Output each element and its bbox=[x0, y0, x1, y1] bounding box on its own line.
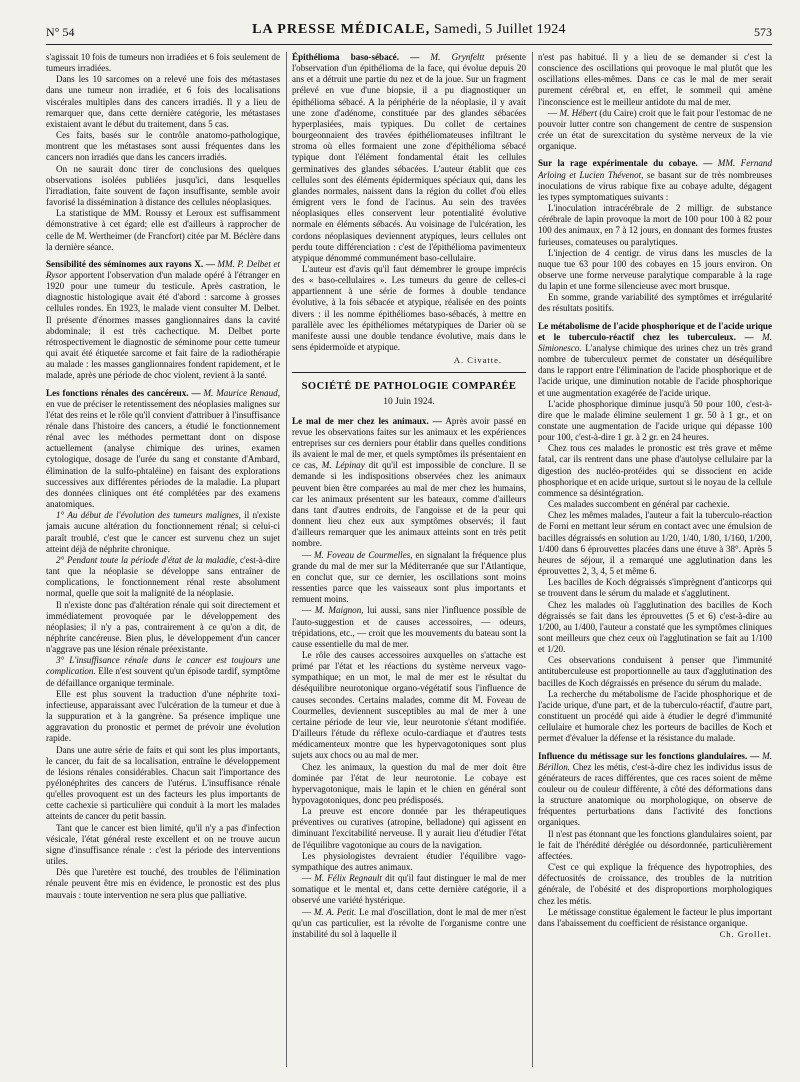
paragraph: — M. A. Petit. Le mal d'oscillation, dont le mal de mer n'est qu'un cas particulier, est la révolte de l'organisme contre une instabilité du sol à laquelle il bbox=[292, 906, 526, 939]
article-title: Influence du métissage sur les fonctions glandulaires. — bbox=[538, 750, 760, 761]
paragraph-lead: 1° Au début de l'évolution des tumeurs malignes, bbox=[56, 510, 241, 521]
column-rule bbox=[532, 52, 533, 1067]
speaker: M. Foveau de Courmelles, bbox=[313, 549, 413, 560]
paragraph: La recherche du métabolisme de l'acide phosphorique et de l'acide urique, d'une part, et de la tuberculo-réactif, d'autre part, constituent un procédé qui aide à étudier le degré d'immunité cellulaire et humorale chez les porteurs de bacilles de Koch et permet d'évaluer la défense et la résistance du malade. bbox=[538, 688, 772, 744]
article-title: Le mal de mer chez les animaux. — bbox=[292, 415, 442, 426]
author-signature: Ch. Grollet. bbox=[719, 929, 772, 940]
paragraph: Dans les 10 sarcomes on a relevé une fois des métastases dans une tumeur non irradiée, et 6 fois des localisations viscérales multiples dans des cancers irradiés. Il y a lieu de remarquer que, dans cette dernière catégorie, les métastases existaient avant le début du traitement, dans 5 cas. bbox=[46, 74, 280, 129]
paragraph: — M. Foveau de Courmelles, en signalant la fréquence plus grande du mal de mer sur la Méditerranée que sur l'Atlantique, en conclut que, sur ce dernier, les oscillations sont moins ressenties parce que les vaisseaux sont plus importants et remuent moins. bbox=[292, 549, 526, 605]
paragraph-body: en signalant la fréquence plus grande du mal de mer sur la Méditerranée que sur l'Atlantique, en conclut que, sur ce dernier, les oscillations sont moins ressenties parce que les vaisseaux sont plus importants et remuent moins. bbox=[292, 549, 526, 605]
page-header bbox=[46, 22, 772, 45]
speaker: M. Maignon, bbox=[314, 605, 364, 616]
article-body: L'analyse chimique des urines chez un très grand nombre de tuberculeux permet de constater un déséquilibre dans le rapport entre l'élimination de l'acide phosphorique et de l'acide urique, une diminution notable de l'acide phosphorique et une augmentation exagérée de l'acide urique. bbox=[538, 342, 772, 398]
paragraph: Dans une autre série de faits et qui sont les plus importants, le cancer, du fait de sa localisation, entraîne le développement de lésions rénales considérables. Chacun sait l'importance des pyélonéphrites des cancers de l'utérus. L'insuffisance rénale qu'elles provoquent est un des facteurs les plus importants de cette cachexie si particulière qui conduit à la mort les malades atteints de cancer du petit bassin. bbox=[46, 744, 280, 822]
paragraph: Chez les mêmes malades, l'auteur a fait la tuberculo-réaction de Forni en mettant leur sérum en contact avec une émulsion de bacilles dégraissés en solution au 1/20, 1/40, 1/80, 1/160, 1/200, 1/400 dans 6 éprouvettes placées dans une étuve à 38°. Après 5 heures de séjour, il a remarqué une agglutination dans les éprouvettes 2, 3, 4, 5 et même 6. bbox=[538, 510, 772, 577]
speaker: M. Félix Regnault bbox=[314, 873, 382, 884]
author-signature: A. Civatte. bbox=[453, 355, 502, 366]
issue-number: N° 54 bbox=[46, 25, 75, 39]
article-authors: M. Simionesco. bbox=[538, 331, 772, 353]
paragraph: Il n'est pas étonnant que les fonctions glandulaires soient, par le fait de l'hérédité déréglée ou désordonnée, particulièrement affectées. bbox=[538, 828, 772, 861]
article-authors: M. Grynfeltt bbox=[430, 52, 485, 62]
article-metabolisme bbox=[538, 321, 772, 399]
paragraph: Les bacilles de Koch dégraissés s'imprègnent d'anticorps qui se trouvent dans le sérum du malade et s'agglutinent. bbox=[538, 577, 772, 599]
article-title: Les fonctions rénales des cancéreux. — bbox=[46, 387, 201, 398]
column-rule bbox=[286, 52, 287, 1067]
paragraph: Dès que l'uretère est touché, des troubles de l'élimination rénale peuvent être mis en évidence, le pronostic est des plus mauvais : toute intervention ne sera plus que palliative. bbox=[46, 867, 280, 900]
paragraph: L'inoculation intracérébrale de 2 milligr. de substance cérébrale de lapin provoque la mort de 100 pour 100 à 82 pour 100 des animaux, en 7 à 12 jours, en donnant des formes frustes furieuses, comateuses ou paralytiques. bbox=[538, 203, 772, 247]
paragraph: Elle est plus souvent la traduction d'une néphrite toxi-infectieuse, apparaissant avec l'ulcération de la tumeur et due à la suppuration et à la gangrène. Sa présence implique une aggravation du pronostic et permet de prévoir une évolution rapide. bbox=[46, 688, 280, 744]
article-title: Sur la rage expérimentale du cobaye. — bbox=[538, 158, 713, 169]
article-authors: M. Lépinay bbox=[321, 460, 365, 471]
article-metissage bbox=[538, 751, 772, 829]
journal-title: LA PRESSE MÉDICALE, bbox=[252, 22, 431, 37]
paragraph: Chez tous ces malades le pronostic est très grave et même fatal, car ils rentrent dans une phase d'autolyse cellulaire par la digestion des nucléo-protéides qui se dissocient en acide phosphorique et en acide urique, surtout si le noyau de la cellule commence sa désintégration. bbox=[538, 443, 772, 498]
paragraph: Le métissage constitue également le facteur le plus important dans l'abaissement du coefficient de résistance organique. bbox=[538, 906, 772, 928]
article-authors: MM. P. Delbet et Rysor bbox=[46, 258, 280, 280]
article-body: présente l'observation d'un épithélioma de la face, qui évolue depuis 20 ans et a détruit une partie du nez et de la joue. Sur un fragment prélevé en vue d'une biopsie, il a pu diagnostiquer un épithélioma sébacé. A la périphérie de la néoplasie, il y avait une zone d'adénome, constituée par des glandes sébacées hyperplasiées, mais typiques. Du collet de certaines bourgeonnaient des travées épithéliomateuses infiltrant le stroma où elles formaient une zone d'épithélioma sébacé typique dont l'élément fondamental était les cellules germinatives des glandes sébacées. L'auteur établit que ces cellules sont des éléments épidermiques spéciaux qui, dans les glandes normales, naissent dans la région du collet d'où elles émigrent vers le fond de l'acinus. Au sein des travées néoplasiques elles conservent leur potentialité évolutive normale en éléments sébacés. Au voisinage de l'ulcération, les cordons néoplasiques deviennent atypiques, leurs cellules ont perdu toute différenciation : c'est de l'épithélioma pavimenteux atypique dénommé communément baso-cellulaire. bbox=[292, 52, 526, 263]
article-authors: MM. Fernand Arloing et Lucien Thévenot, bbox=[538, 158, 772, 180]
paragraph: Ces malades succombent en général par cachexie. bbox=[548, 499, 730, 510]
paragraph: Tant que le cancer est bien limité, qu'il n'y a pas d'infection vésicale, l'état général reste excellent et on ne trouve aucun signe d'insuffisance rénale : c'est la période des interventions utiles. bbox=[46, 822, 280, 867]
article-body: dit qu'il est impossible de conclure. Il se demande si les indispositions observées chez les animaux peuvent bien être comparées au mal de mer chez les humains, car les animaux présentent sur les bateaux, comme d'ailleurs dans tant d'autres endroits, de l'angoisse et de la peur qui donnent lieu chez eux aux symptômes observés; il faut d'ailleurs remarquer que les animaux atteints sont en très petit nombre. bbox=[292, 460, 526, 549]
article-body: Après avoir passé en revue les observations faites sur les animaux et les expériences entreprises sur ces derniers pour établir dans quelles conditions ils avaient le mal de mer, et quels symptômes ils présentaient en ce cas, bbox=[292, 415, 526, 471]
paragraph-body: dit qu'il faut distinguer le mal de mer somatique et le mental et, dans cette dernière catégorie, il a observé une variété hystérique. bbox=[292, 873, 526, 906]
article-body: Chez les métis, c'est-à-dire chez les individus issus de générateurs de races différentes, que ces races soient de même couleur ou de couleur différente, à côté des déformations dans la structure anatomique ou morphologique, on observe de fréquentes perturbations dans l'activité des fonctions organiques. bbox=[538, 761, 772, 828]
paragraph: L'injection de 4 centigr. de virus dans les muscles de la nuque tue 63 pour 100 des cobayes en 15 jours environ. On observe une forme nerveuse paralytique comparable à la rage du lapin et une forme silencieuse avec mort brusque. bbox=[538, 247, 772, 292]
column-left bbox=[46, 52, 280, 1067]
article-seminomes bbox=[46, 259, 280, 382]
paragraph-body: il n'existe jamais aucune altération du fonctionnement rénal; si celui-ci paraît troublé, c'est que le cancer est survenu chez un sujet atteint déjà de néphrite chronique. bbox=[46, 510, 280, 554]
paragraph: Ces faits, basés sur le contrôle anatomo-pathologique, montrent que les métastases sont aussi fréquentes dans les cancers non irradiés que dans les cancers irradiés. bbox=[46, 130, 280, 163]
paragraph: Chez les malades où l'agglutination des bacilles de Koch dégraissés se fait dans les éprouvettes (5 et 6) c'est-à-dire au 1/200, au 1/400, l'auteur a constaté que les symptômes cliniques sont meilleurs que chez ceux où l'agglutination se fait au 1/100 et 1/20. bbox=[538, 599, 772, 655]
paragraph-body: (du Caire) croit que le fait pour l'estomac de ne pouvoir lutter contre son changement de centre de suspension crée un état de surexcitation du système nerveux de la vie organique. bbox=[538, 107, 772, 152]
column-right bbox=[538, 52, 772, 1067]
paragraph-body: lui aussi, sans nier l'influence possible de l'auto-suggestion et de causes accessoires, — odeurs, trépidations, etc., — croit que les mouvements du bateau sont la cause essentielle du mal de mer. bbox=[292, 605, 526, 649]
masthead bbox=[46, 22, 772, 38]
paragraph bbox=[46, 510, 280, 555]
paragraph: — M. Félix Regnault dit qu'il faut distinguer le mal de mer somatique et le mental et, dans cette dernière catégorie, il a observé une variété hystérique. bbox=[292, 873, 526, 906]
paragraph bbox=[46, 555, 280, 600]
session-date: 10 Juin 1924. bbox=[383, 396, 435, 407]
paragraph: Le rôle des causes accessoires auxquelles on s'attache est primé par l'état et les réactions du système nerveux vago-sympathique; en un mot, le mal de mer est le résultat du déséquilibre neurotonique organo-végétatif sous l'influence de causes secondes. Certains malades, comme dit M. Foveau de Courmelles, deviennent susceptibles au mal de mer à une certaine période de leur vie, leur neurotonie s'étant modifiée. D'ailleurs l'étude du réflexe oculo-cardiaque et d'autres tests médicamenteux montre que les hypervagotoniques sont plus sujets aux chocs ou au mal de mer. bbox=[292, 649, 526, 761]
article-columns bbox=[46, 52, 772, 1067]
issue-date: Samedi, 5 Juillet 1924 bbox=[434, 22, 566, 37]
section-heading: SOCIÉTÉ DE PATHOLOGIE COMPARÉE bbox=[301, 381, 517, 393]
article-body: apportent l'observation d'un malade opéré à l'étranger en 1920 pour une tumeur du testicule. Après castration, le diagnostic histologique avait été d'abord : sarcome à grosses cellules rondes. En 1923, le malade vient consulter M. Delbet. Il présente d'énormes masses ganglionnaires dans la cavité abdominale; il est très cachectique. M. Delbet porte rétrospectivement le diagnostic de séminome pour cette tumeur qui avait été étiquetée sarcome et fait faire de la radiothérapie au malade : les masses ganglionnaires fondent rapidement, et le malade, après une période de choc violent, revient à la santé. bbox=[46, 269, 280, 381]
paragraph: En somme, grande variabilité des symptômes et irrégularité des résultats positifs. bbox=[538, 292, 772, 314]
paragraph-lead: 3° L'insuffisance rénale dans le cancer est toujours une complication. bbox=[46, 655, 280, 677]
paragraph: On ne saurait donc tirer de conclusions des quelques observations isolées publiées jusqu'ici, dans lesquelles l'irradiation, faite souvent de façon insuffisante, semble avoir favorisé la dissémination à distance des cellules néoplasiques. bbox=[46, 163, 280, 208]
paragraph bbox=[46, 655, 280, 688]
article-title: Épithélioma baso-sébacé. — bbox=[292, 52, 420, 62]
article-authors: M. Maurice Renaud, bbox=[203, 387, 280, 398]
speaker: M. Hébert bbox=[559, 107, 597, 118]
paragraph: Les physiologistes devraient étudier l'équilibre vago-sympathique des autres animaux. bbox=[292, 850, 526, 872]
column-middle bbox=[292, 52, 526, 1067]
paragraph: Chez les animaux, la question du mal de mer doit être dominée par l'état de leur neurotonie. Le cobaye est hypervagotonique, mais le lapin et le chien en général sont hypovagotoniques, donc peu prédisposés. bbox=[292, 761, 526, 805]
article-epithelioma bbox=[292, 52, 526, 264]
paragraph: s'agissait 10 fois de tumeurs non irradiées et 6 fois seulement de tumeurs irradiées. bbox=[46, 52, 280, 74]
page-number: 573 bbox=[754, 25, 772, 39]
paragraph: La preuve est encore donnée par les thérapeutiques préventives ou curatives (atropine, belladone) qui agissent en diminuant l'excitabilité nerveuse. Il y aurait lieu d'étudier l'état de l'équilibre vagotonique au cours de la navigation. bbox=[292, 806, 526, 850]
paragraph-body: c'est-à-dire tant que la néoplasie se développe sans entraîner de complications, le fonctionnement rénal reste absolument normal, quelle que soit la malignité de la néoplasie. bbox=[46, 554, 280, 599]
article-rage bbox=[538, 158, 772, 203]
paragraph: n'est pas habitué. Il y a lieu de se demander si c'est la conscience des oscillations qui provoque le mal plutôt que les oscillations elles-mêmes. Dans ce cas le mal de mer serait purement cérébral et, en effet, le sommeil qui amène l'inconscience est le meilleur antidote du mal de mer. bbox=[538, 52, 772, 107]
article-fonctions-renales bbox=[46, 388, 280, 511]
paragraph: Il n'existe donc pas d'altération rénale qui soit directement et immédiatement provoquée par le développement des néoplasies; il n'y a pas, contrairement à ce qu'on a dit, de néphrite cancéreuse. Bien plus, le développement d'un cancer n'aggrave pas une lésion rénale préexistante. bbox=[46, 599, 280, 655]
paragraph: L'auteur est d'avis qu'il faut démembrer le groupe imprécis des « baso-cellulaires ». Les tumeurs du genre de celles-ci appartiennent à une série de formes à double tendance évolutive, à la fois sébacée et atypique, réalisée en des points divers : il les nomme épithéliomes baso-sébacés, à mettre en parallèle avec les épithéliomes métatypiques de Darier où se manifeste aussi une double tendance évolutive, mais dans le sens épidermoïde et atypique. bbox=[292, 263, 526, 353]
article-body: se basant sur de très nombreuses inoculations de virus rabique fixe au cobaye adulte, dégagent les types symptomatiques suivants : bbox=[538, 169, 772, 202]
paragraph: L'acide phosphorique diminue jusqu'à 50 pour 100, c'est-à-dire que le malade élimine seulement 1 gr. 50 à 1 gr., et on constate une augmentation de l'acide urique qui dépasse 100 pour 100, c'est-à-dire 1 gr. à 2 gr. en 24 heures. bbox=[538, 398, 772, 443]
paragraph-body: Elle n'est souvent qu'un épisode tardif, symptôme de défaillance organique terminale. bbox=[46, 666, 280, 688]
article-body: en vue de préciser le retentissement des néoplasies malignes sur l'état des reins et le rôle qu'il convient d'attribuer à l'insuffisance rénale dans l'histoire des cancers, a étudié le fonctionnement rénal avec les méthodes permettant dont on dispose actuellement (analyse chimique des urines, examen cytologique, dosage de l'urée du sang et constante d'Ambard, élimination de la sulfo-phtaléine) en faisant des explorations successives aux différentes périodes de la maladie. La plupart des données cliniques ont été complétées par des examens anatomiques. bbox=[46, 398, 280, 510]
paragraph: — M. Hébert (du Caire) croit que le fait pour l'estomac de ne pouvoir lutter contre son changement de centre de suspension crée un état de surexcitation du système nerveux de la vie organique. bbox=[538, 107, 772, 152]
speaker: M. A. Petit. bbox=[313, 906, 357, 917]
paragraph: — M. Maignon, lui aussi, sans nier l'influence possible de l'auto-suggestion et de causes accessoires, — odeurs, trépidations, etc., — croit que les mouvements du bateau sont la cause essentielle du mal de mer. bbox=[292, 605, 526, 649]
article-title: Sensibilité des séminomes aux rayons X. — bbox=[46, 258, 215, 269]
paragraph-body: Le mal d'oscillation, dont le mal de mer n'est qu'un cas particulier, est la révolte de l'organisme contre une instabilité du sol à laquelle il bbox=[292, 906, 526, 939]
article-title: Le métabolisme de l'acide phosphorique et de l'acide urique et le tuberculo-réactif chez les tuberculeux. — bbox=[538, 320, 772, 342]
paragraph-lead: 2° Pendant toute la période d'état de la maladie, bbox=[56, 554, 238, 565]
paragraph: C'est ce qui explique la fréquence des hypotrophies, des défectuosités de croissance, des troubles de la nutrition générale, de l'obésité et des disproportions morphologiques chez les métis. bbox=[538, 862, 772, 906]
article-mal-de-mer bbox=[292, 416, 526, 550]
section-divider bbox=[292, 372, 526, 373]
paragraph: Ces observations conduisent à penser que l'immunité antituberculeuse est proportionnelle au taux d'agglutination des bacilles de Koch dégraissés en présence du sérum du malade. bbox=[538, 655, 772, 688]
paragraph: La statistique de MM. Roussy et Leroux est suffisamment démonstrative à cet égard; elle est d'ailleurs à rapprocher de celle de M. Wertheimer (de Francfort) citée par M. Béclère dans la dernière séance. bbox=[46, 208, 280, 252]
article-authors: M. Bérillon. bbox=[538, 750, 772, 772]
